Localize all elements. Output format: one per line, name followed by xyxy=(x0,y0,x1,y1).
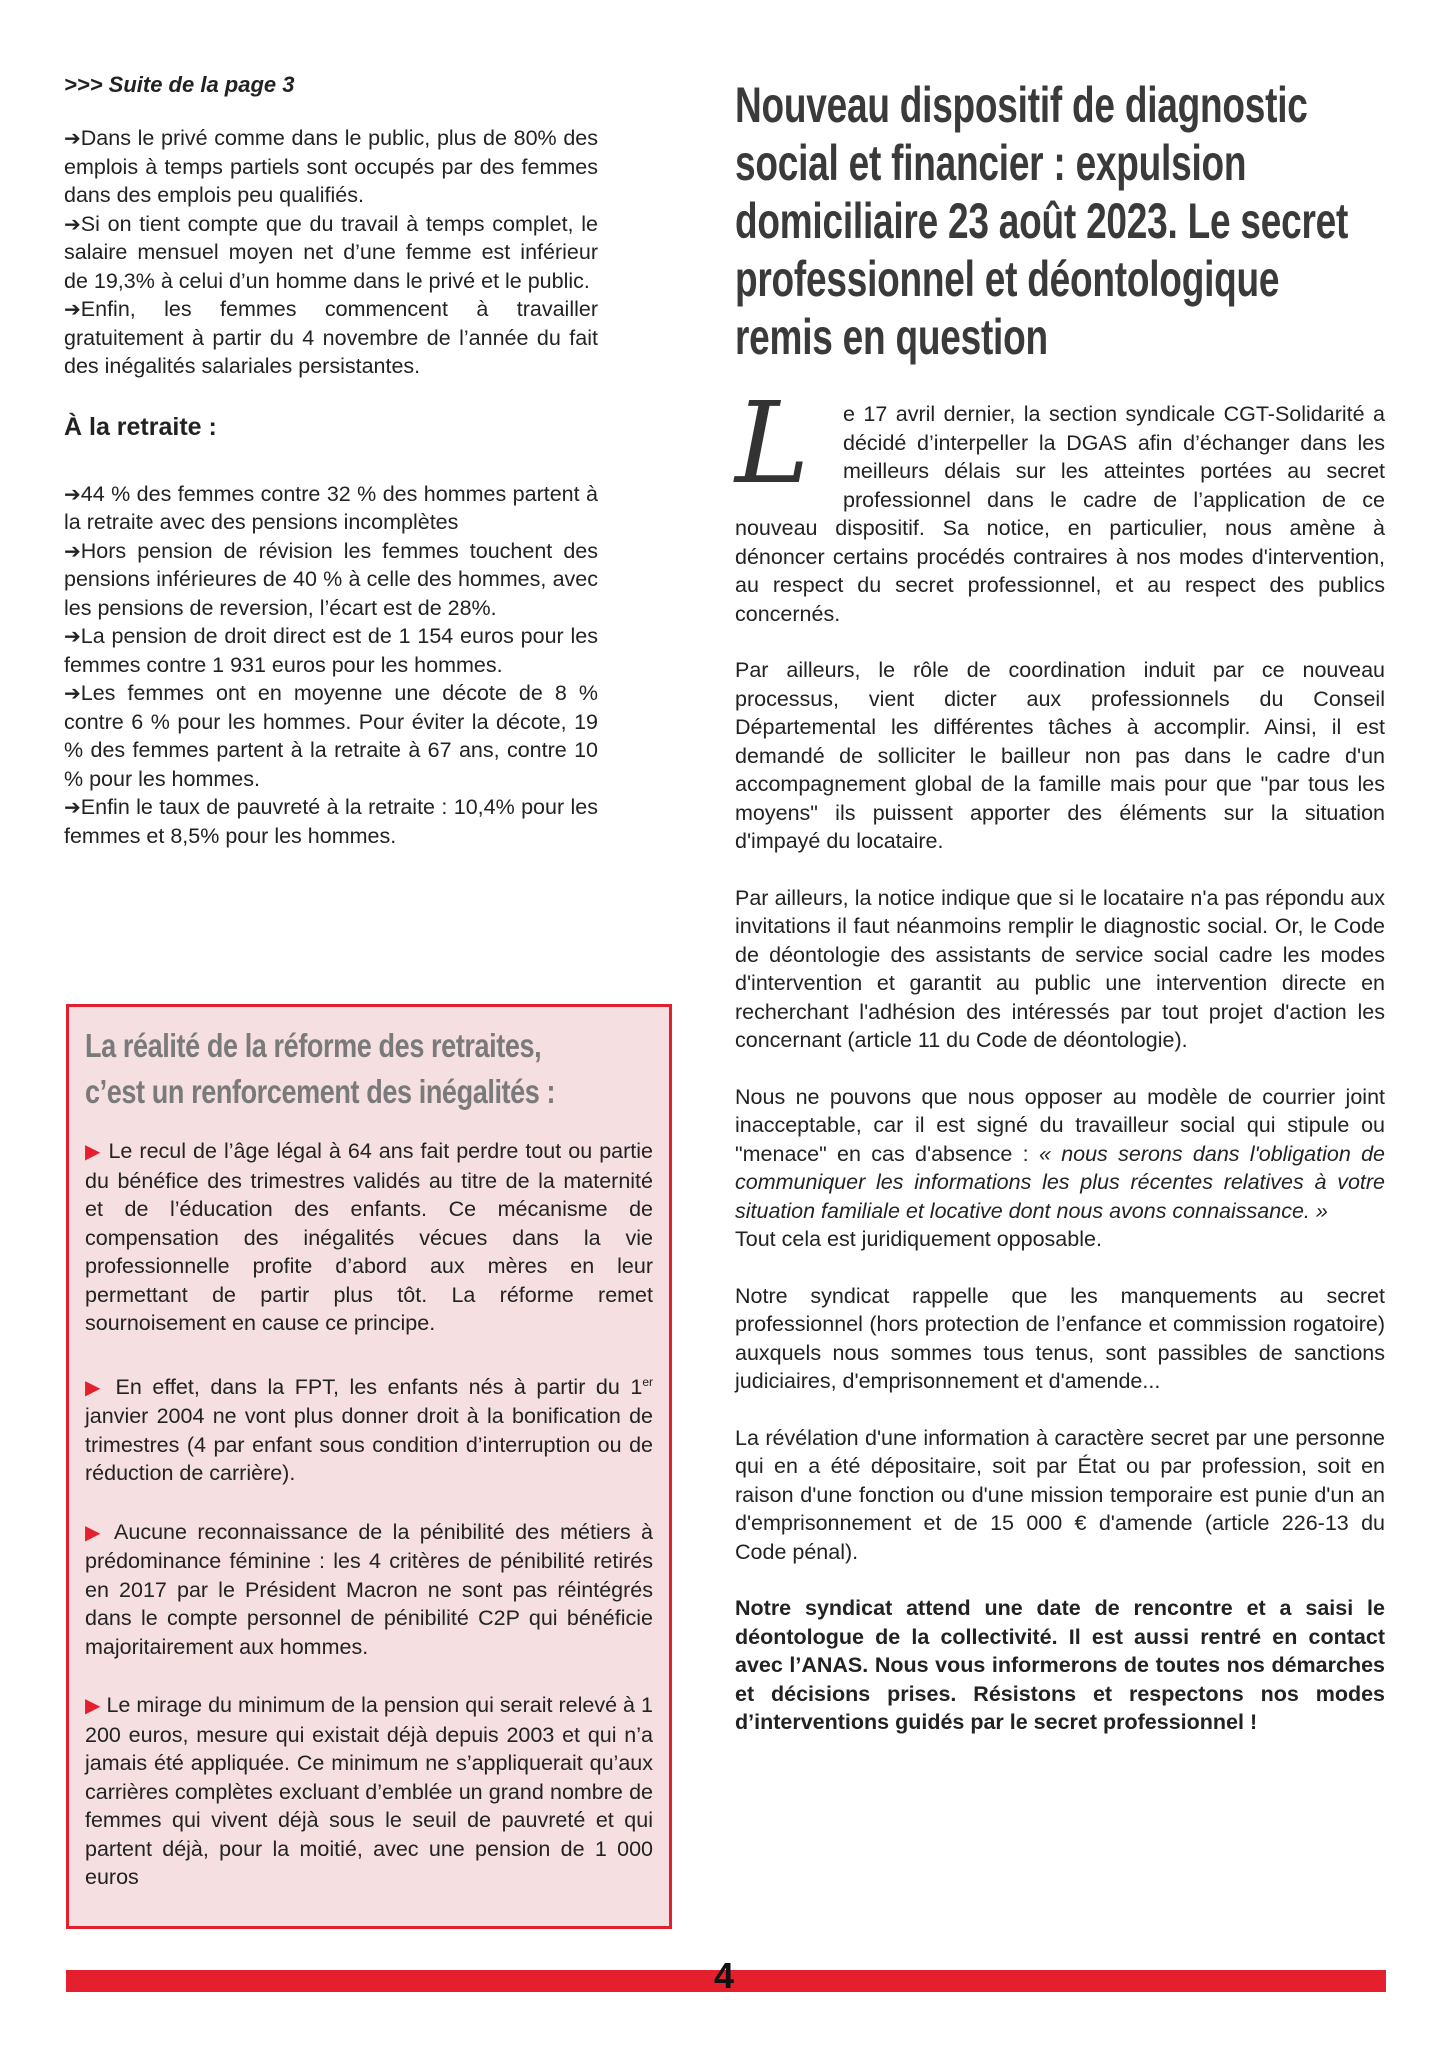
reform-inequality-box xyxy=(66,1004,672,1929)
article-paragraph: La révélation d'une information à caractère secret par une personne qui en a été dépositaire, soit par État ou par profession, soit en raison d'une fonction ou d'une mission temporaire est punie d'un an d'emprisonnement et de 15 000 € d'amende (article 226-13 du Code pénal). xyxy=(735,1425,1385,1564)
right-arrow-icon: ➔ xyxy=(64,681,81,705)
right-arrow-icon: ➔ xyxy=(64,624,81,648)
list-item: ➔Les femmes ont en moyenne une décote de 8 % contre 6 % pour les hommes. Pour éviter la décote, 19 % des femmes partent à la retraite à 67 ans, contre 10 % pour les hommes. xyxy=(64,681,598,791)
list-item: ➔La pension de droit direct est de 1 154 euros pour les femmes contre 1 931 euros pour les hommes. xyxy=(64,624,598,677)
retraite-heading: À la retraite : xyxy=(64,412,217,441)
list-item: ➔Enfin le taux de pauvreté à la retraite : 10,4% pour les femmes et 8,5% pour les hommes. xyxy=(64,795,598,848)
list-item: ➔Dans le privé comme dans le public, plus de 80% des emplois à temps partiels sont occupés par des femmes dans des emplois peu qualifiés. xyxy=(64,126,598,207)
box-item: ▶ Le recul de l’âge légal à 64 ans fait perdre tout ou partie du bénéfice des trimestres validés au titre de la maternité et de l’éducation des enfants. Ce mécanisme de compensation des inégalités vécues dans la vie professionnelle profite d’abord aux mères en leur permettant de partir plus tôt. La réforme remet sournoisement en cause ce principe. xyxy=(85,1139,653,1335)
box-title xyxy=(85,1023,653,1115)
article-body xyxy=(735,379,1385,1737)
box-item: ▶ Aucune reconnaissance de la pénibilité des métiers à prédominance féminine : les 4 critères de pénibilité retirés en 2017 par le Président Macron ne sont pas réintégrés dans le compte personnel de pénibilité C2P qui bénéficie majoritairement aux hommes. xyxy=(85,1519,653,1659)
box-title-line: La réalité de la réforme des retraites, xyxy=(85,1027,542,1064)
retraite-list xyxy=(64,480,598,851)
list-item: ➔Enfin, les femmes commencent à travailler gratuitement à partir du 4 novembre de l’année du fait des inégalités salariales persistantes. xyxy=(64,297,598,378)
dropcap-letter: L xyxy=(735,379,810,509)
article-paragraph: Par ailleurs, la notice indique que si le locataire n'a pas répondu aux invitations il faut néanmoins remplir le diagnostic social. Or, le Code de déontologie des assistants de service social cadre les modes d'intervention et garantit au public une intervention directe en recherchant l'adhésion des intéressés par tout projet d'action les concernant (article 11 du Code de déontologie). xyxy=(735,885,1385,1052)
article-paragraph: Par ailleurs, le rôle de coordination induit par ce nouveau processus, vient dicter aux professionnels du Conseil Départemental les différentes tâches à accomplir. Ainsi, il est demandé de solliciter le bailleur non pas dans le cadre d'un accompagnement global de la famille mais pour que "par tous les moyens" ils puissent apporter des éléments sur la situation d'impayé du locataire. xyxy=(735,658,1385,853)
right-arrow-icon: ➔ xyxy=(64,211,81,236)
right-column xyxy=(735,72,1385,1765)
right-arrow-icon: ➔ xyxy=(64,126,81,150)
list-item: ➔Hors pension de révision les femmes touchent des pensions inférieures de 40 % à celle des hommes, avec les pensions de reversion, l’écart est de 28%. xyxy=(64,538,598,620)
intro-list xyxy=(64,124,598,381)
article-headline: Nouveau dispositif de diagnostic social et financier : expulsion domiciliaire 23 août 2023. Le secret professionnel et déontologique remis en question xyxy=(735,77,1349,365)
box-item: ▶ En effet, dans la FPT, les enfants nés à partir du 1er janvier 2004 ne vont plus donner droit à la bonification de trimestres (4 par enfant sous condition d’interruption ou de réduction de carrière). xyxy=(85,1374,654,1486)
article-paragraph: e 17 avril dernier, la section syndicale CGT-Solidarité a décidé d’interpeller la DGAS afin d’échanger dans les meilleurs délais sur les atteintes portées au secret professionnel dans le cadre de l’application de ce nouveau dispositif. Sa notice, en particulier, nous amène à dénoncer certains procédés contraires à nos modes d'intervention, au respect du secret professionnel, et au respect des publics concernés. xyxy=(735,402,1385,626)
box-item: ▶ Le mirage du minimum de la pension qui serait relevé à 1 200 euros, mesure qui existait déjà depuis 2003 et qui n’a jamais été appliquée. Ce minimum ne s’appliquerait qu’aux carrières complètes excluant d’emblée un grand nombre de femmes qui vivent déjà sous le seuil de pauvreté et qui partent déjà, pour la moitié, avec une pension de 1 000 euros xyxy=(85,1693,653,1890)
right-arrow-icon: ➔ xyxy=(64,538,81,563)
left-column xyxy=(64,72,598,850)
closing-statement: Notre syndicat attend une date de rencontre et a saisi le déontologue de la collectivité. Il est aussi rentré en contact avec l’ANAS. Nous vous informerons de toutes nos démarches et décisions prises. Résistons et respectons nos modes d’interventions guidés par le secret professionnel ! xyxy=(735,1596,1385,1734)
red-triangle-icon: ▶ xyxy=(85,1521,105,1544)
article-paragraph: Notre syndicat rappelle que les manquements au secret professionnel (hors protection de l’enfance et commission rogatoire) auxquels nous sommes tous tenus, sont passibles de sanctions judiciaires, d'emprisonnement et d'amende... xyxy=(735,1283,1385,1393)
red-triangle-icon: ▶ xyxy=(85,1695,101,1718)
continued-note: >>> Suite de la page 3 xyxy=(64,72,295,97)
page-number: 4 xyxy=(713,1955,735,1996)
right-arrow-icon: ➔ xyxy=(64,481,81,506)
red-triangle-icon: ▶ xyxy=(85,1141,102,1163)
list-item: ➔44 % des femmes contre 32 % des hommes partent à la retraite avec des pensions incomplètes xyxy=(64,481,598,534)
article-paragraph: Nous ne pouvons que nous opposer au modèle de courrier joint inacceptable, car il est signé du travailleur social qui stipule ou "menace" en cas d'absence : « nous serons dans l'obligation de communiquer les informations les plus récentes relatives à votre situation familiale et locative dont nous avons connaissance. » Tout cela est juridiquement opposable. xyxy=(735,1084,1385,1251)
right-arrow-icon: ➔ xyxy=(64,795,81,819)
box-title-line: c’est un renforcement des inégalités : xyxy=(85,1073,556,1110)
list-item: ➔Si on tient compte que du travail à temps complet, le salaire mensuel moyen net d’une femme est inférieur de 19,3% à celui d’un homme dans le privé et le public. xyxy=(64,211,598,293)
red-triangle-icon: ▶ xyxy=(85,1376,105,1399)
quoted-letter: « nous serons dans l'obligation de communiquer les informations les plus récentes relatives à votre situation familiale et locative dont nous avons connaissance. » xyxy=(735,1141,1385,1223)
right-arrow-icon: ➔ xyxy=(64,297,81,321)
